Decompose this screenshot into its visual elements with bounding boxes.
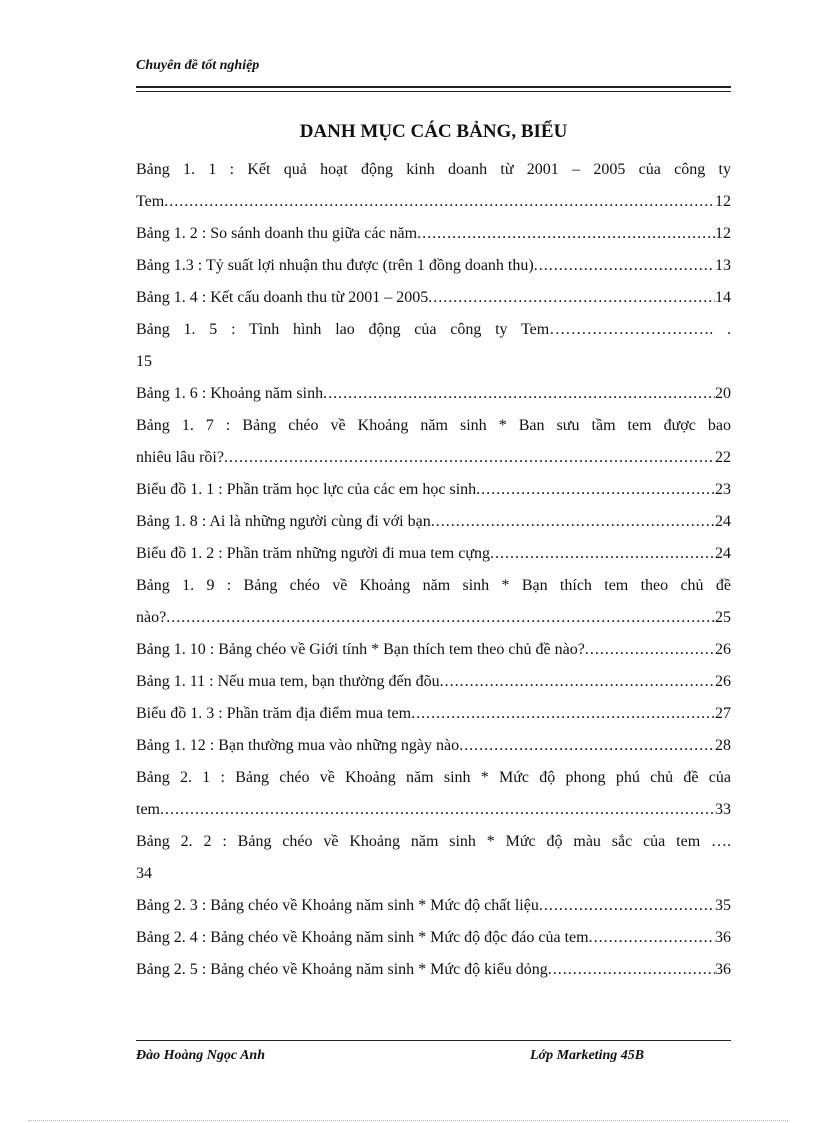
toc-entry-line [136,794,731,826]
toc-entry-line [136,826,731,858]
dot-leader [224,442,715,474]
toc-entry-line [136,666,731,698]
toc-entry-line [136,858,731,890]
toc-entry-line [136,762,731,794]
toc-entry-label: Bảng 2. 2 : Bảng chéo về Khoảng năm sinh * Mức độ màu sắc của tem …. [136,833,731,850]
toc-entry-label: Bảng 1. 9 : Bảng chéo về Khoảng năm sinh * Bạn thích tem theo chủ đề [136,577,731,594]
dot-leader [490,538,715,570]
toc-entry-line [136,282,731,314]
toc-entry [136,922,731,954]
toc-page-number: 34 [136,865,152,882]
dot-leader [585,634,715,666]
toc-entry-line [136,250,731,282]
toc-entry-line [136,698,731,730]
toc-entry [136,826,731,890]
toc-entry [136,570,731,634]
toc-entry-line [136,410,731,442]
toc-page-number: 35 [715,897,731,914]
toc-entry-line [136,378,731,410]
toc-page-number: 20 [715,385,731,402]
toc-entry-label: Biểu đồ 1. 3 : Phần trăm địa điểm mua tem [136,705,412,722]
page-bottom-border [28,1120,788,1121]
toc-entry [136,378,731,410]
toc-entry [136,218,731,250]
toc-entry [136,954,731,986]
toc-page-number: 36 [715,929,731,946]
header-title: Chuyên đề tốt nghiệp [136,58,260,73]
toc-entry-label: Bảng 1. 6 : Khoảng năm sinh [136,385,324,402]
toc-entry-line [136,730,731,762]
dot-leader [160,794,715,826]
toc-entry-line [136,954,731,986]
toc-entry [136,890,731,922]
footer-author: Đào Hoàng Ngọc Anh [136,1048,266,1063]
toc-page-number: 13 [715,257,731,274]
toc-entry-continuation: nhiêu lâu rồi? [136,449,224,466]
toc-page-number: 28 [715,737,731,754]
toc-page-number: 22 [715,449,731,466]
dot-leader [459,730,715,762]
footer-class: Lớp Marketing 45B [530,1048,645,1063]
toc-entry-line [136,186,731,218]
toc-page-number: 26 [715,673,731,690]
toc-entry-label: Bảng 1. 5 : Tình hình lao động của công ty Tem…………………………. . [136,321,731,338]
dot-leader [440,666,715,698]
toc-page-number: 15 [136,353,152,370]
toc-page-number: 26 [715,641,731,658]
toc-page-number: 12 [715,225,731,242]
dot-leader [539,890,715,922]
toc-entry-line [136,442,731,474]
toc-entry-line [136,314,731,346]
toc-entry-continuation: Tem [136,193,165,210]
toc-entry [136,762,731,826]
toc-entry-label: Bảng 2. 5 : Bảng chéo về Khoảng năm sinh * Mức độ kiểu dỏng [136,961,548,978]
toc-entry-label: Bảng 2. 3 : Bảng chéo về Khoảng năm sinh * Mức độ chất liệu [136,897,539,914]
dot-leader [431,506,715,538]
dot-leader [166,602,715,634]
dot-leader [548,954,715,986]
header-divider [136,86,731,92]
toc-page-number: 24 [715,545,731,562]
toc-entry [136,730,731,762]
toc-entry [136,474,731,506]
toc-entry-line [136,474,731,506]
dot-leader [164,186,715,218]
toc-entry-label: Bảng 1. 1 : Kết quả hoạt động kinh doanh từ 2001 – 2005 của công ty [136,161,731,178]
toc-entry-line [136,570,731,602]
toc-entry [136,282,731,314]
toc-entry-label: Bảng 1. 8 : Ai là những người cùng đi với bạn [136,513,431,530]
dot-leader [428,282,715,314]
toc-entry-line [136,634,731,666]
dot-leader [411,698,715,730]
toc-entry [136,634,731,666]
toc-entry-label: Bảng 1. 10 : Bảng chéo về Giới tính * Bạn thích tem theo chủ đề nào? [136,641,585,658]
toc-entry-line [136,346,731,378]
toc-entry-line [136,922,731,954]
toc-page-number: 33 [715,801,731,818]
toc-entry-label: Bảng 1. 11 : Nếu mua tem, bạn thường đến đõu [136,673,440,690]
dot-leader [417,218,715,250]
toc-page-number: 27 [715,705,731,722]
dot-leader [589,922,715,954]
table-of-contents [136,154,731,986]
toc-entry-label: Bảng 1.3 : Tỷ suất lợi nhuận thu được (trên 1 đồng doanh thu) [136,257,534,274]
toc-entry [136,698,731,730]
toc-entry-label: Bảng 1. 2 : So sánh doanh thu giữa các năm [136,225,418,242]
toc-page-number: 23 [715,481,731,498]
toc-entry-continuation: nào? [136,609,167,626]
toc-page-number: 24 [715,513,731,530]
toc-page-number: 36 [715,961,731,978]
toc-page-number: 14 [715,289,731,306]
toc-entry-label: Bảng 1. 12 : Bạn thường mua vào những ngày nào [136,737,460,754]
toc-entry-label: Bảng 1. 7 : Bảng chéo về Khoảng năm sinh * Ban sưu tầm tem được bao [136,417,731,434]
toc-entry-line [136,538,731,570]
footer-divider [136,1040,731,1041]
toc-entry-label: Biểu đồ 1. 2 : Phần trăm những người đi mua tem cựng [136,545,490,562]
toc-entry-label: Bảng 2. 4 : Bảng chéo về Khoảng năm sinh * Mức độ độc đáo của tem [136,929,589,946]
toc-entry [136,314,731,378]
toc-entry-label: Bảng 1. 4 : Kết cấu doanh thu từ 2001 – 2005 [136,289,429,306]
toc-page-number: 12 [715,193,731,210]
toc-entry [136,506,731,538]
toc-entry [136,250,731,282]
toc-entry-label: Bảng 2. 1 : Bảng chéo về Khoảng năm sinh * Mức độ phong phú chủ đề của [136,769,731,786]
toc-entry-line [136,154,731,186]
dot-leader [323,378,715,410]
dot-leader [534,250,715,282]
toc-entry-line [136,218,731,250]
toc-entry-line [136,506,731,538]
toc-entry-continuation: tem [136,801,160,818]
dot-leader [476,474,715,506]
toc-entry [136,410,731,474]
toc-entry [136,538,731,570]
toc-entry-line [136,890,731,922]
toc-page-number: 25 [715,609,731,626]
toc-entry-label: Biểu đồ 1. 1 : Phần trăm học lực của các em học sinh [136,481,477,498]
page-title: DANH MỤC CÁC BẢNG, BIỂU [299,121,568,142]
toc-entry [136,154,731,218]
toc-entry [136,666,731,698]
toc-entry-line [136,602,731,634]
